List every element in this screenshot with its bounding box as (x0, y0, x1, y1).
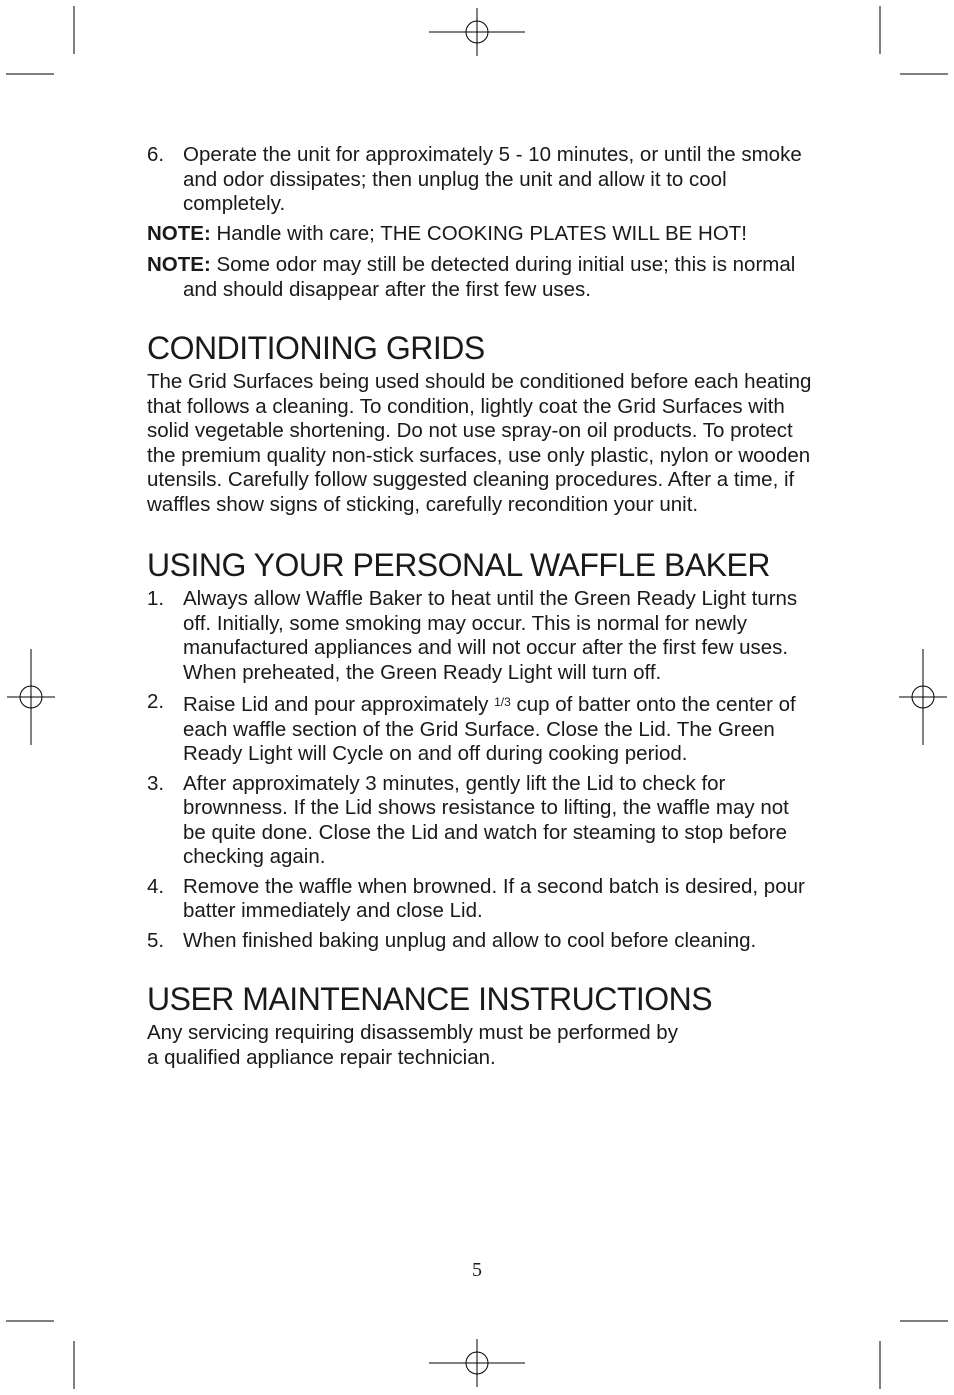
using-step-4 (147, 875, 817, 924)
page-number: 5 (472, 1259, 482, 1281)
maintenance-body (147, 1021, 817, 1070)
heading-conditioning-grids: CONDITIONING GRIDS (147, 330, 485, 366)
heading-user-maintenance: USER MAINTENANCE INSTRUCTIONS (147, 981, 713, 1017)
step-text: After approximately 3 minutes, gently lift the Lid to check for brownness. If the Lid shows resistance to lifting, the waffle may not be quite done. Close the Lid and watch for steaming to stop before checking again. (183, 771, 789, 868)
step-number: 5. (147, 928, 165, 952)
step-number: 1. (147, 587, 165, 610)
step-text: Remove the waffle when browned. If a second batch is desired, pour batter immediately and close Lid. (183, 874, 805, 922)
registration-mark-left (7, 649, 55, 745)
note-hot-plates (147, 222, 817, 247)
step-number: 6. (147, 143, 165, 166)
maintenance-line-1: Any servicing requiring disassembly must be performed by (147, 1021, 678, 1044)
using-step-3 (147, 772, 817, 870)
note-text: Some odor may still be detected during initial use; this is normal and should disappear after the first few uses. (183, 253, 796, 301)
note-label: NOTE: (147, 221, 211, 245)
intro-step (147, 143, 817, 217)
note-odor (147, 253, 817, 302)
heading-using-waffle-baker: USING YOUR PERSONAL WAFFLE BAKER (147, 547, 770, 583)
note-label: NOTE: (147, 253, 211, 276)
registration-mark-top (429, 8, 525, 56)
fraction-one-third: 1/3 (494, 695, 511, 709)
step-number: 4. (147, 874, 165, 898)
step-text-pre: Raise Lid and pour approximately (183, 693, 495, 716)
using-step-5 (147, 929, 817, 954)
conditioning-body: The Grid Surfaces being used should be conditioned before each heating that follows a cleaning. To condition, lightly coat the Grid Surfaces with solid vegetable shortening. Do not use spray-on oil products. To protect the premium quality non-stick surfaces, use only plastic, nylon or wooden utensils. Carefully follow suggested cleaning procedures. After a time, if waffles show signs of sticking, carefully recondition your unit. (147, 370, 812, 516)
registration-mark-right (899, 649, 947, 745)
step-number: 3. (147, 771, 165, 795)
note-text: Handle with care; THE COOKING PLATES WILL BE HOT! (216, 221, 747, 245)
using-step-2 (147, 690, 817, 767)
step-text: Always allow Waffle Baker to heat until the Green Ready Light turns off. Initially, some smoking may occur. This is normal for newly manufactured appliances and will not occur after the first few uses. When preheated, the Green Ready Light will turn off. (183, 587, 798, 684)
step-text: Operate the unit for approximately 5 - 10 minutes, or until the smoke and odor dissipates; then unplug the unit and allow it to cool completely. (183, 143, 802, 215)
maintenance-line-2: a qualified appliance repair technician. (147, 1045, 496, 1069)
page-content (147, 143, 817, 1070)
registration-mark-bottom (429, 1339, 525, 1387)
step-text-post: cup of batter onto the center of each waffle section of the Grid Surface. Close the Lid. The Green Ready Light will Cycle on and off during cooking period. (183, 693, 796, 765)
using-step-1 (147, 587, 817, 685)
step-text: When finished baking unplug and allow to cool before cleaning. (183, 928, 757, 952)
step-number: 2. (147, 690, 165, 713)
